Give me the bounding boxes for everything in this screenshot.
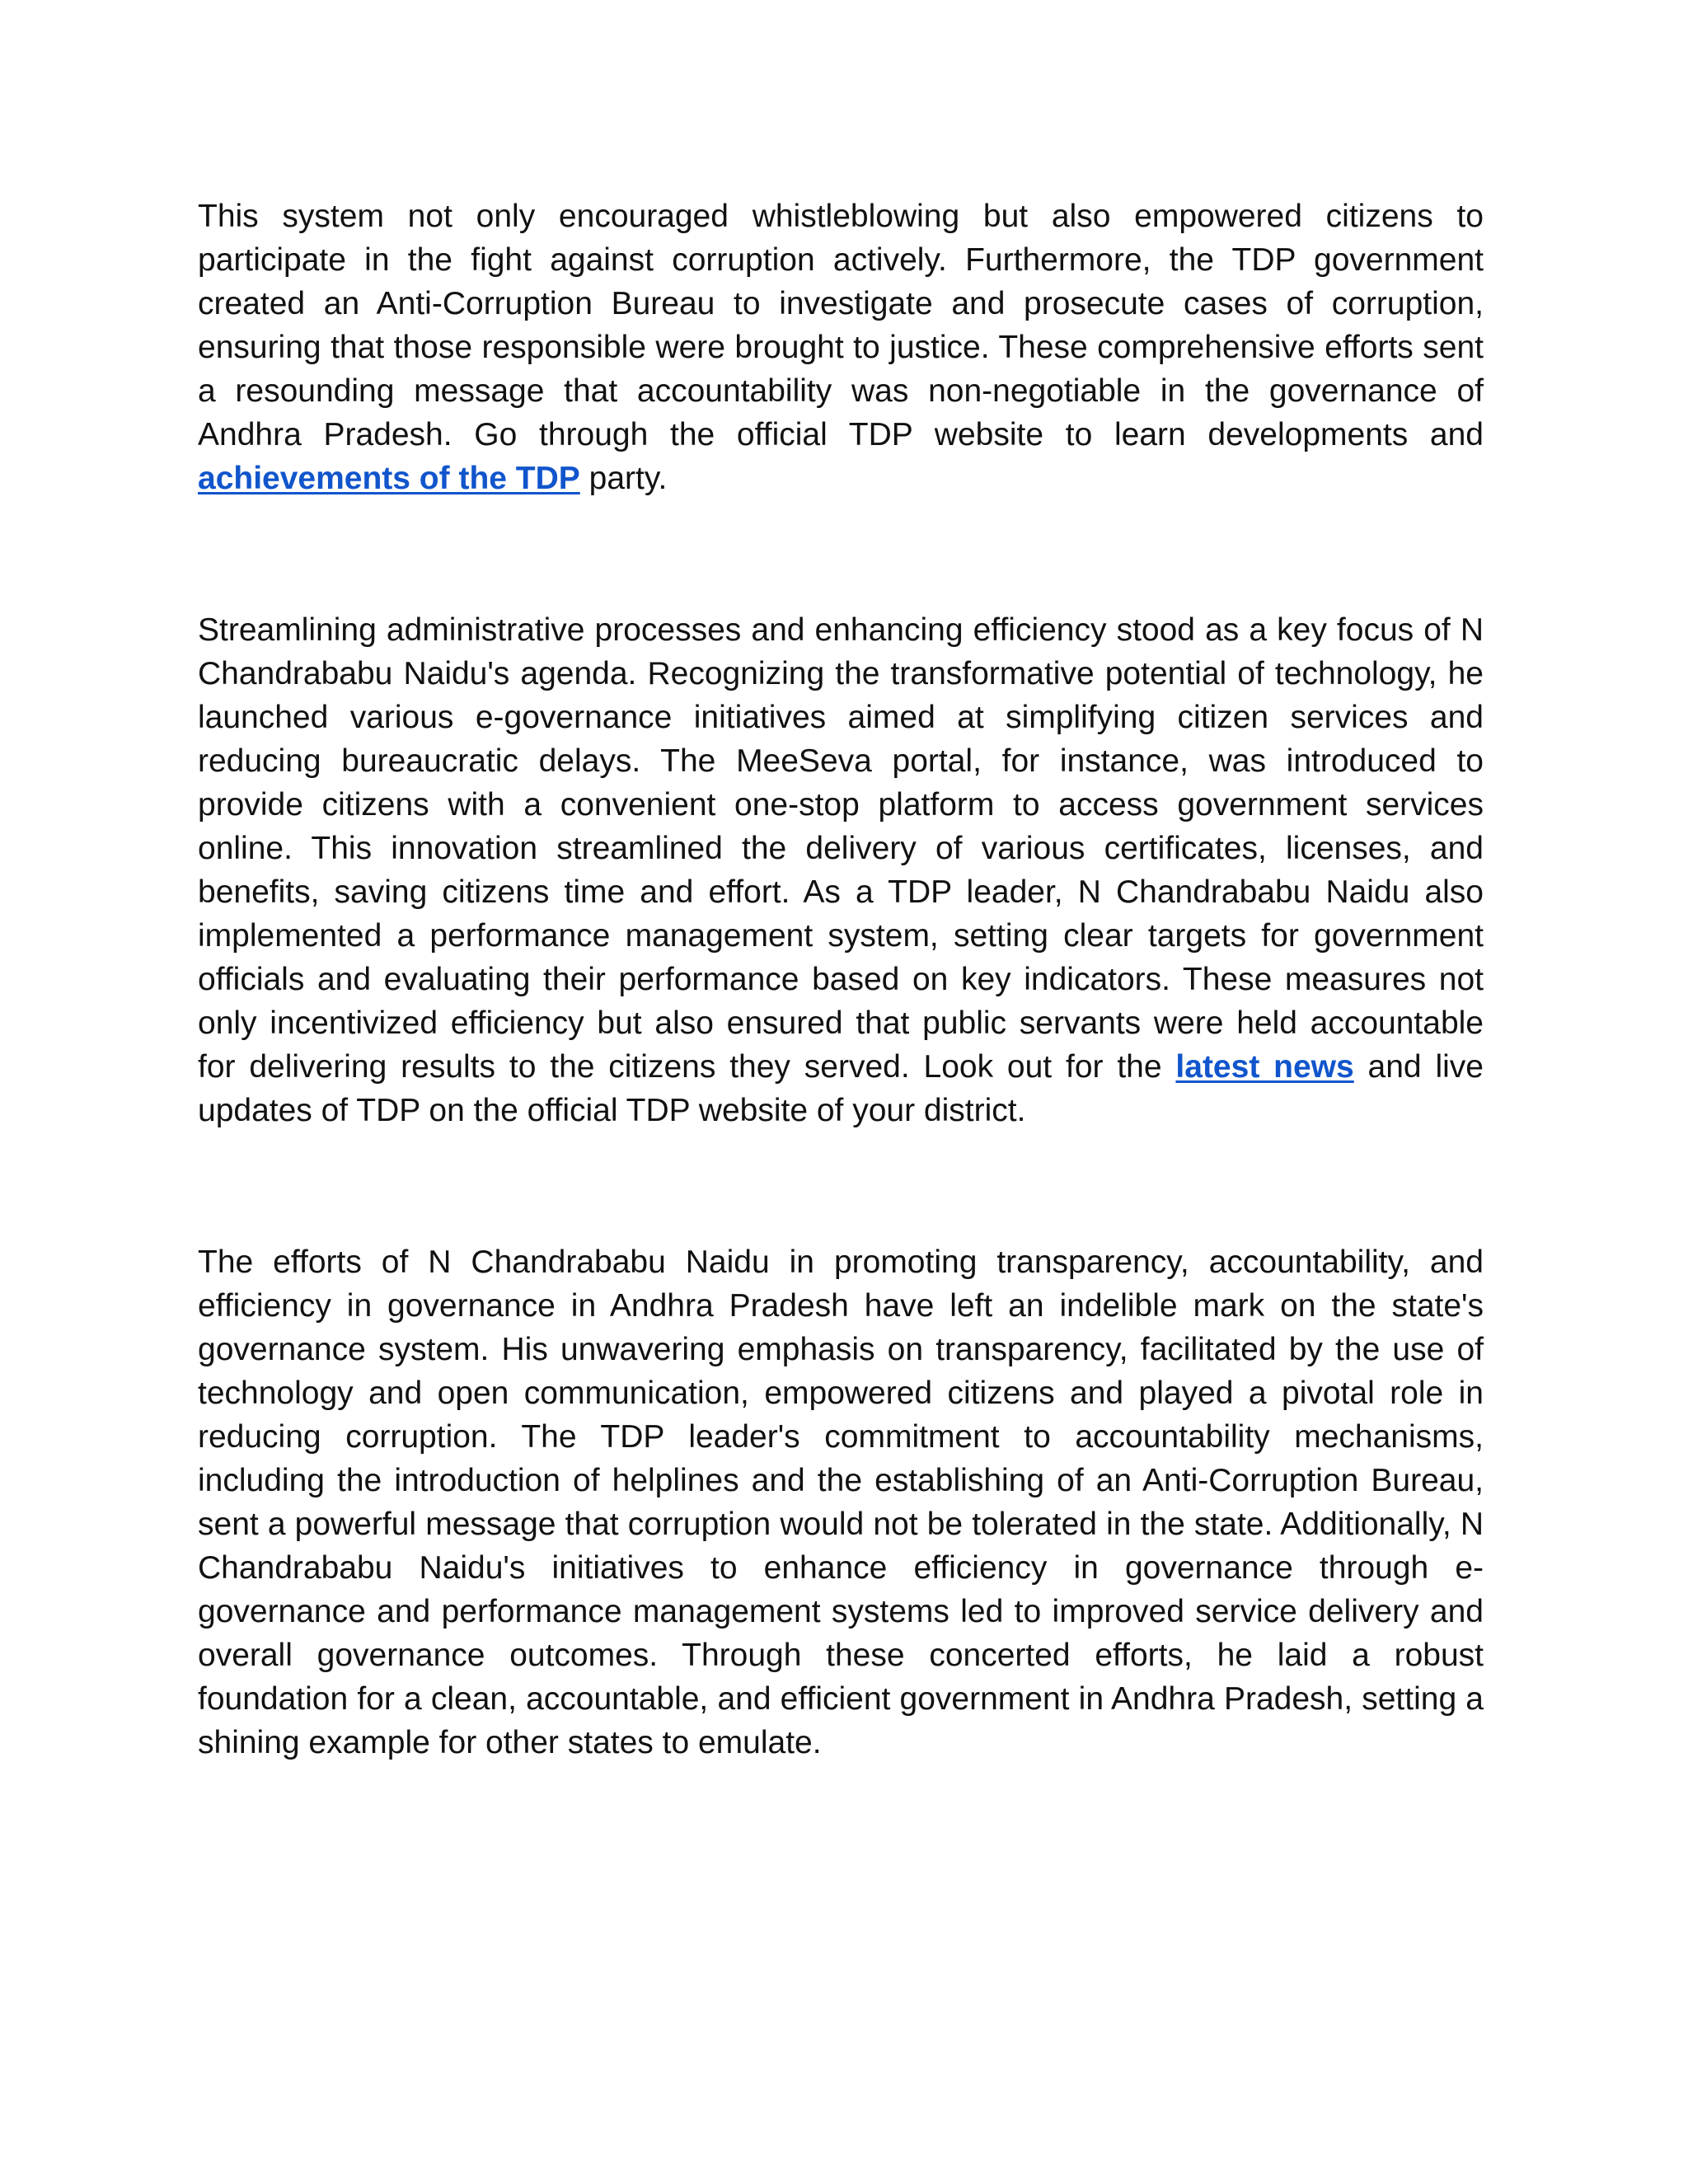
paragraph-efficiency [198, 608, 1484, 1132]
document-body [198, 194, 1484, 1765]
latest-news-link[interactable]: latest news [1175, 1049, 1354, 1085]
paragraph-accountability [198, 194, 1484, 500]
paragraph-conclusion: The efforts of N Chandrababu Naidu in promoting transparency, accountability, and efficiency in governance in Andhra Pradesh have left an indelible mark on the state's governance system. His unwavering emphasis on transparency, facilitated by the use of technology and open communication, empowered citizens and played a pivotal role in reducing corruption. The TDP leader's commitment to accountability mechanisms, including the introduction of helplines and the establishing of an Anti-Corruption Bureau, sent a powerful message that corruption would not be tolerated in the state. Additionally, N Chandrababu Naidu's initiatives to enhance efficiency in governance through e-governance and performance management systems led to improved service delivery and overall governance outcomes. Through these concerted efforts, he laid a robust foundation for a clean, accountable, and efficient government in Andhra Pradesh, setting a shining example for other states to emulate. [198, 1244, 1484, 1760]
paragraph-text: and live updates of TDP on the official TDP website of your district. [198, 1049, 1484, 1128]
paragraph-text: Streamlining administrative processes and enhancing efficiency stood as a key focus of N Chandrababu Naidu's agenda. Recognizing the transformative potential of technology, he launched various e-governance initiatives aimed at simplifying citizen services and reducing bureaucratic delays. The MeeSeva portal, for instance, was introduced to provide citizens with a convenient one-stop platform to access government services online. This innovation streamlined the delivery of various certificates, licenses, and benefits, saving citizens time and effort. As a TDP leader, N Chandrababu Naidu also implemented a performance management system, setting clear targets for government officials and evaluating their performance based on key indicators. These measures not only incentivized efficiency but also ensured that public servants were held accountable for delivering results to the citizens they served. Look out for the [198, 612, 1484, 1085]
paragraph-text: party. [579, 461, 668, 496]
paragraph-text: This system not only encouraged whistleblowing but also empowered citizens to participate in the fight against corruption actively. Furthermore, the TDP government created an Anti-Corruption Bureau to investigate and prosecute cases of corruption, ensuring that those responsible were brought to justice. These comprehensive efforts sent a resounding message that accountability was non-negotiable in the governance of Andhra Pradesh. Go through the official TDP website to learn developments and [198, 199, 1484, 452]
achievements-of-tdp-link[interactable]: achievements of the TDP [198, 461, 580, 496]
